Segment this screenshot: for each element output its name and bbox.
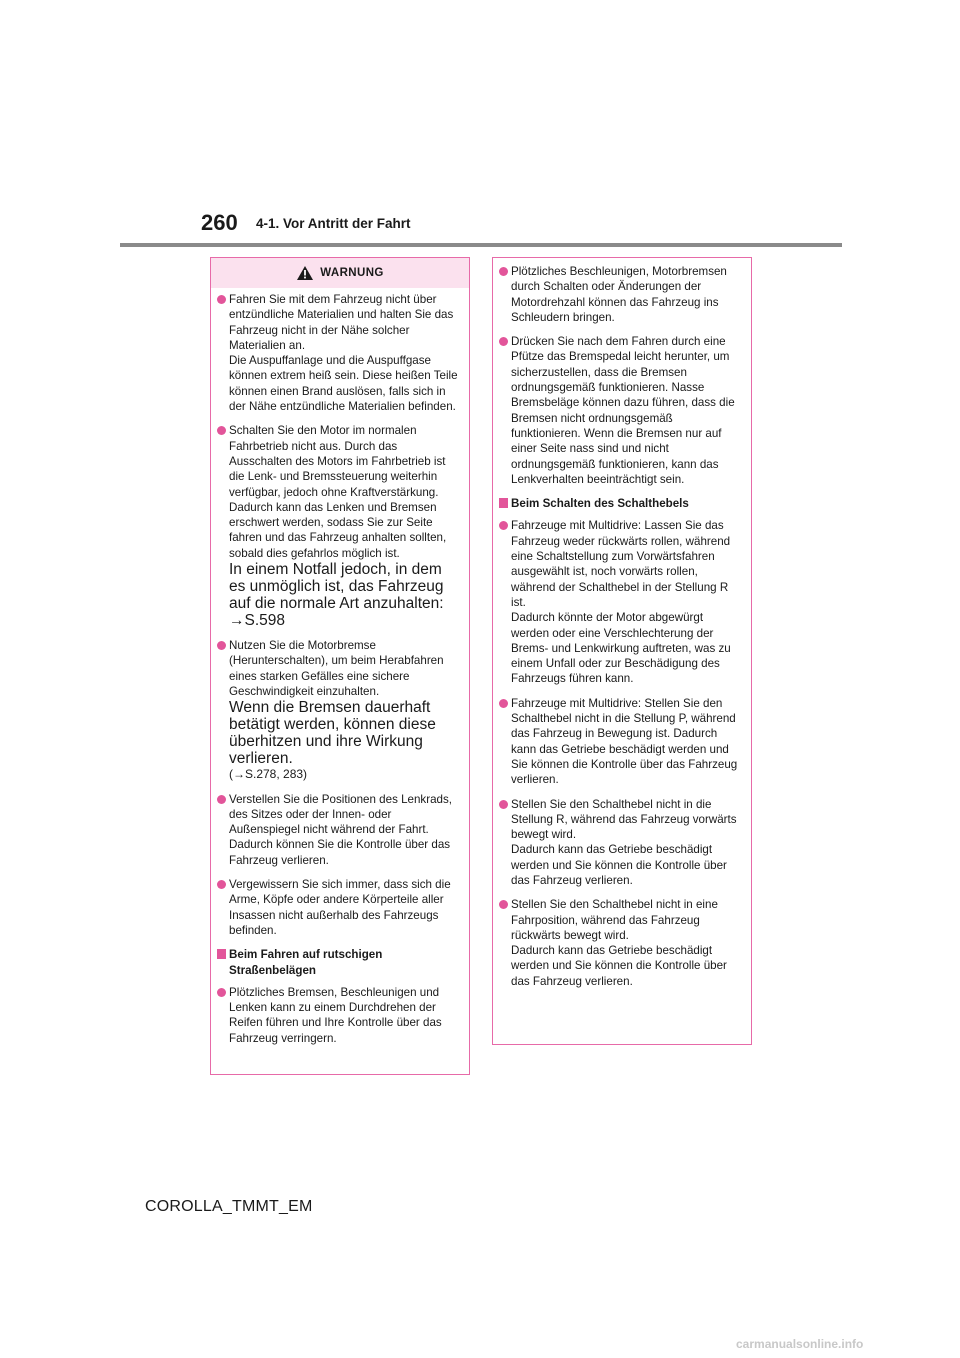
bullet-item	[216, 792, 461, 868]
subheading	[216, 947, 461, 978]
paragraph: Dadurch kann das Getriebe beschädigt werden und Sie können die Kontrolle über das Fahrzeug verlieren.	[511, 843, 727, 887]
paragraph: Stellen Sie den Schalthebel nicht in die Stellung R, während das Fahrzeug vorwärts bewegt wird.	[511, 797, 737, 842]
header-rule	[120, 243, 842, 247]
bullet-item	[498, 797, 743, 889]
bullet-text	[229, 423, 461, 629]
paragraph: Nutzen Sie die Motorbremse (Herunterschalten), um beim Herabfahren eines starken Gefälles eine sichere Geschwindigkeit einzuhalten.	[229, 639, 444, 698]
square-bullet-icon	[216, 947, 229, 962]
paragraph: (→S.278, 283)	[229, 767, 308, 782]
warning-title: WARNUNG	[320, 267, 384, 279]
bullet-text	[229, 292, 461, 414]
right-column-content	[493, 258, 751, 989]
bullet-item	[216, 423, 461, 629]
circle-bullet-icon	[498, 696, 511, 711]
bullet-text	[511, 518, 743, 686]
paragraph: Schalten Sie den Motor im normalen Fahrbetrieb nicht aus. Durch das Ausschalten des Motors im Fahrbetrieb ist die Lenk- und Bremssteuerung weiterhin verfügbar, jedoch ohne Kraftverstärkung. Dadurch kann das Lenken und Bremsen erschwert werden, sodass Sie zur Seite fahren und das Fahrzeug anhalten sollten, sobald dies gefahrlos möglich ist.	[229, 424, 447, 560]
bullet-text	[229, 877, 461, 938]
bullet-item	[498, 696, 743, 788]
footer-doc-id: COROLLA_TMMT_EM	[145, 1198, 313, 1215]
circle-bullet-icon	[216, 638, 229, 653]
bullet-item	[216, 638, 461, 782]
circle-bullet-icon	[498, 797, 511, 812]
square-bullet-icon	[498, 496, 511, 511]
bullet-text	[511, 696, 743, 788]
page-number: 260	[201, 210, 238, 235]
paragraph: Wenn die Bremsen dauerhaft betätigt werden, können diese überhitzen und ihre Wirkung verlieren.	[229, 699, 436, 768]
paragraph: Dadurch könnte der Motor abgewürgt werden oder eine Verschlechterung der Brems- und Lenkwirkung auftreten, was zu einem Unfall oder zur Beschädigung des Fahrzeugs führen kann.	[511, 611, 731, 686]
bullet-item	[498, 897, 743, 989]
warning-box-right	[492, 257, 752, 1045]
bullet-text	[229, 792, 461, 868]
circle-bullet-icon	[498, 264, 511, 279]
circle-bullet-icon	[216, 985, 229, 1000]
paragraph: Stellen Sie den Schalthebel nicht in eine Fahrposition, während das Fahrzeug rückwärts bewegt wird.	[511, 898, 718, 942]
paragraph: Fahrzeuge mit Multidrive: Lassen Sie das Fahrzeug weder rückwärts rollen, während eine Schaltstellung zum Vorwärtsfahren ausgewählt ist, noch vorwärts rollen, während der Schalthebel in der Stellung R ist.	[511, 519, 731, 609]
subheading	[498, 496, 743, 511]
paragraph: Fahrzeuge mit Multidrive: Stellen Sie den Schalthebel nicht in die Stellung P, während das Fahrzeug in Bewegung ist. Dadurch kann das Getriebe beschädigt werden und Sie können die Kontrolle über das Fahrzeug verlieren.	[511, 696, 738, 787]
paragraph: Drücken Sie nach dem Fahren durch eine Pfütze das Bremspedal leicht herunter, um sicherzustellen, dass die Bremsen ordnungsgemäß funktionieren. Nasse Bremsbeläge können dazu führen, dass die Bremsen nicht ordnungsgemäß funktionieren. Wenn die Bremsen nur auf einer Seite nass sind und nicht ordnungsgemäß funktionieren, kann das Lenkverhalten beeinträchtigt sein.	[511, 335, 735, 486]
circle-bullet-icon	[498, 334, 511, 349]
bullet-item	[216, 877, 461, 938]
paragraph: Dadurch kann das Getriebe beschädigt werden und Sie können die Kontrolle über das Fahrzeug verlieren.	[511, 944, 727, 988]
bullet-text	[229, 985, 461, 1046]
bullet-text	[229, 638, 461, 782]
circle-bullet-icon	[498, 897, 511, 912]
bullet-item	[216, 292, 461, 414]
circle-bullet-icon	[216, 292, 229, 307]
subheading-text: Beim Fahren auf rutschigen Straßenbelägen	[229, 948, 383, 977]
paragraph: Fahren Sie mit dem Fahrzeug nicht über entzündliche Materialien und halten Sie das Fahrzeug nicht in der Nähe solcher Materialien an.	[229, 293, 454, 352]
paragraph: Plötzliches Bremsen, Beschleunigen und Lenken kann zu einem Durchdrehen der Reifen führen und Ihre Kontrolle über das Fahrzeug verringern.	[229, 985, 442, 1045]
bullet-item	[498, 334, 743, 487]
watermark: carmanualsonline.info	[736, 1337, 864, 1351]
subheading-text: Beim Schalten des Schalthebels	[511, 497, 689, 511]
bullet-text	[511, 334, 743, 487]
circle-bullet-icon	[216, 423, 229, 438]
circle-bullet-icon	[216, 792, 229, 807]
warning-triangle-icon	[296, 265, 314, 281]
bullet-text	[511, 797, 743, 889]
bullet-item	[498, 518, 743, 686]
bullet-text	[511, 897, 743, 989]
bullet-text	[511, 264, 743, 325]
warning-box-left	[210, 257, 470, 1075]
paragraph: Vergewissern Sie sich immer, dass sich die Arme, Köpfe oder andere Körperteile aller Insassen nicht außerhalb des Fahrzeugs befinden.	[229, 878, 451, 937]
warning-header	[211, 258, 469, 288]
circle-bullet-icon	[216, 877, 229, 892]
paragraph: In einem Notfall jedoch, in dem es unmöglich ist, das Fahrzeug auf die normale Art anzuhalten: →S.598	[229, 561, 444, 630]
paragraph: Plötzliches Beschleunigen, Motorbremsen durch Schalten oder Änderungen der Motordrehzahl können das Fahrzeug ins Schleudern bringen.	[511, 265, 727, 324]
bullet-item	[216, 985, 461, 1046]
paragraph: Die Auspuffanlage und die Auspuffgase können extrem heiß sein. Diese heißen Teile können einen Brand auslösen, falls sich in der Nähe entzündliche Materialien befinden.	[229, 354, 458, 414]
paragraph: Verstellen Sie die Positionen des Lenkrads, des Sitzes oder der Innen- oder Außenspiegel nicht während der Fahrt. Dadurch können Sie die Kontrolle über das Fahrzeug verlieren.	[229, 792, 452, 867]
left-column-content	[211, 288, 469, 1046]
circle-bullet-icon	[498, 518, 511, 533]
section-title: 4-1. Vor Antritt der Fahrt	[256, 216, 411, 231]
bullet-item	[498, 264, 743, 325]
